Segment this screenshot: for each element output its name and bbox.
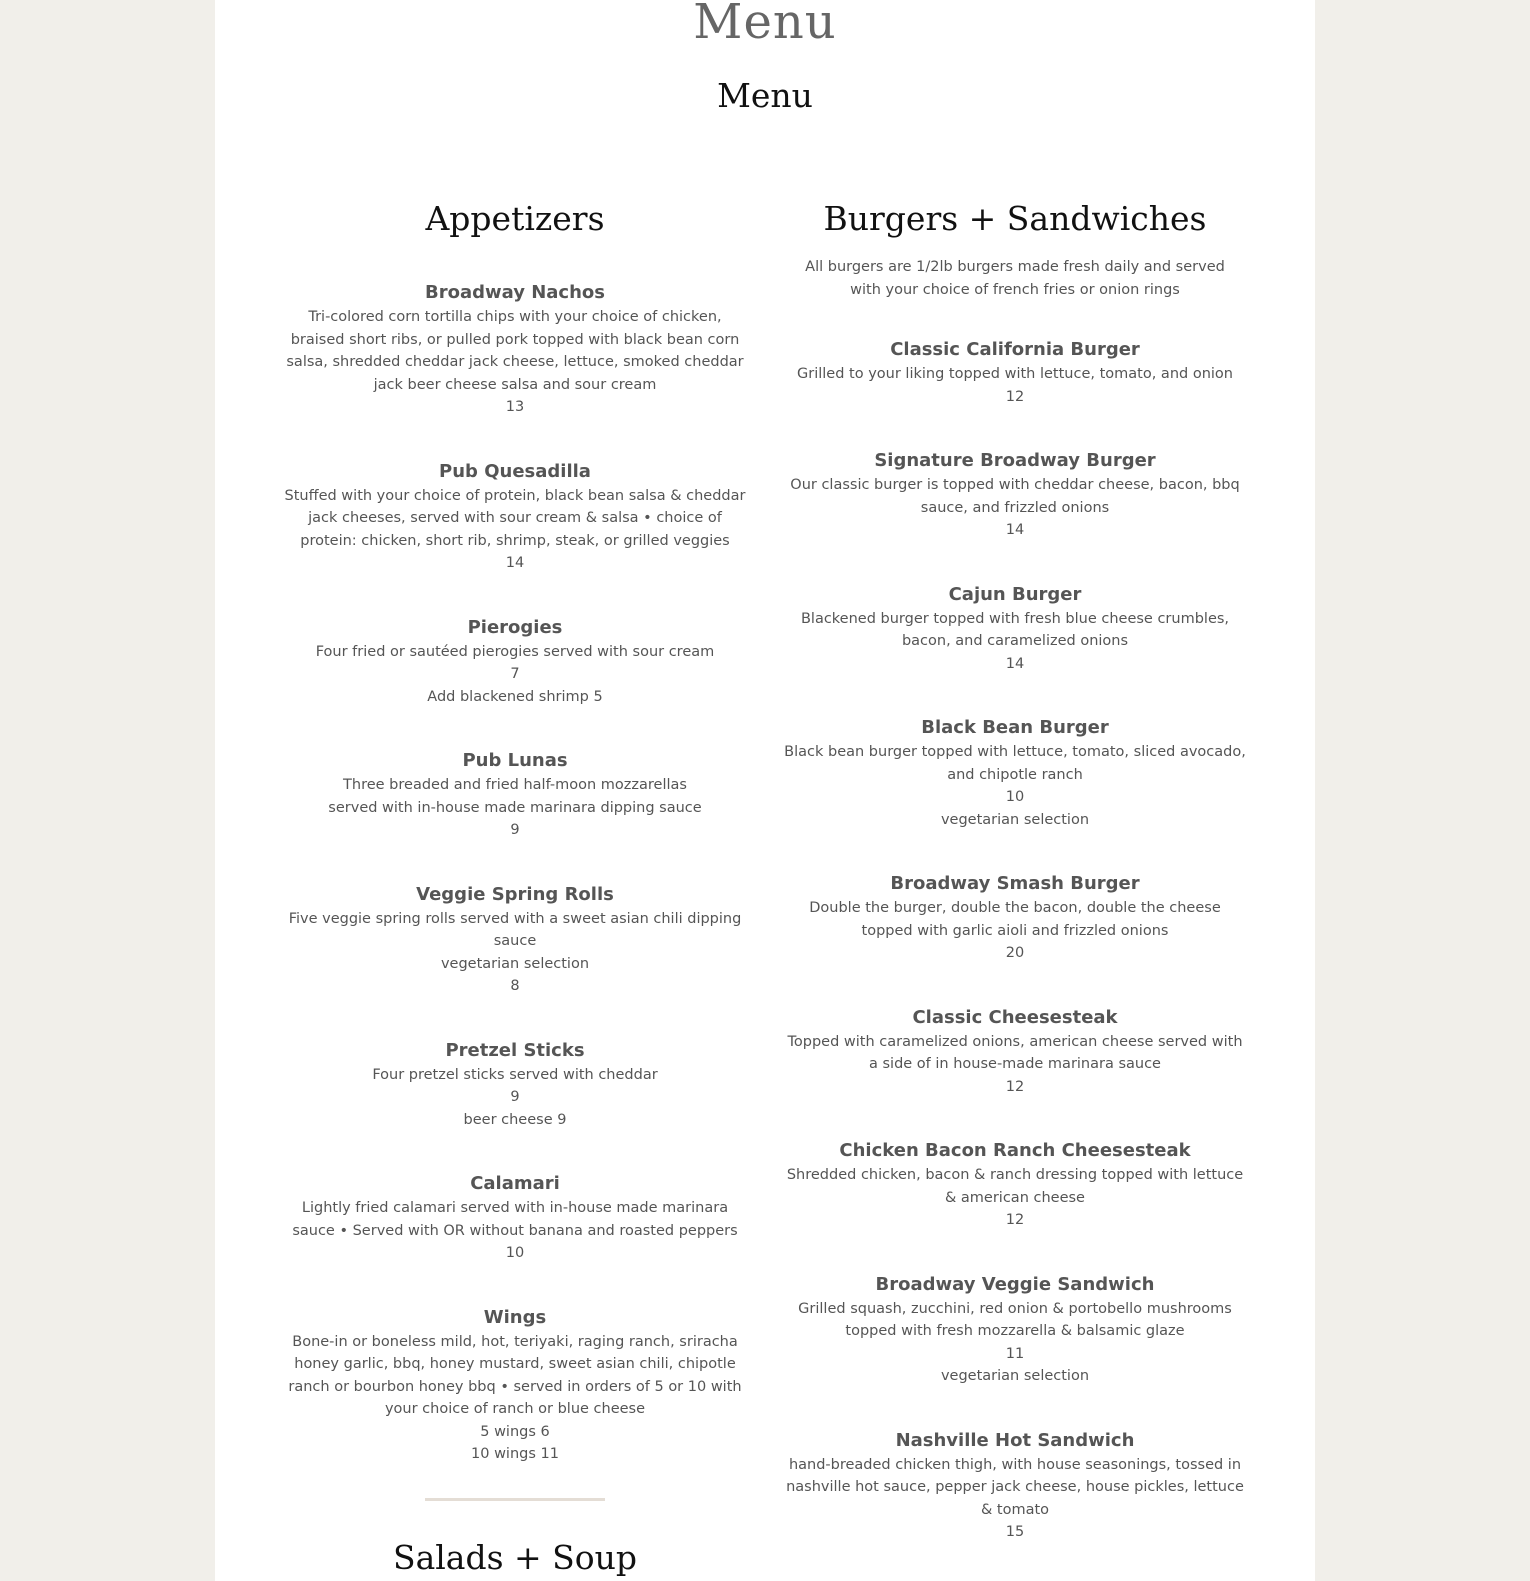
menu-item-line: 12: [1005, 388, 1025, 405]
menu-item-line: vegetarian selection: [440, 955, 590, 972]
menu-item-name: Pub Quesadilla: [439, 460, 591, 482]
menu-item: [280, 280, 750, 419]
menu-item: [280, 882, 750, 998]
menu-item-line: 15: [1005, 1524, 1025, 1540]
page-subtitle: Menu: [717, 76, 813, 115]
menu-item-line: Topped with caramelized onions, american cheese served with a side of in house-made marinara sauce: [787, 1033, 1243, 1072]
menu-item-name: Broadway Smash Burger: [890, 873, 1140, 894]
menu-item: [280, 1038, 750, 1132]
menu-item: [780, 1005, 1250, 1099]
menu-item: [780, 871, 1250, 965]
menu-item: [780, 337, 1250, 408]
menu-item-line: 10: [505, 1245, 525, 1261]
menu-item-line: 14: [1005, 655, 1025, 672]
menu-item-line: 14: [505, 555, 525, 571]
menu-item-line: Grilled squash, zucchini, red onion & portobello mushrooms topped with fresh mozzarella & balsamic glaze: [798, 1300, 1232, 1339]
menu-item-line: Bone-in or boneless mild, hot, teriyaki, raging ranch, sriracha honey garlic, bbq, honey mustard, sweet asian chili, chipotle ranch or bourbon honey bbq • served in orders of 5 or 10 with your choice of ranch or blue cheese: [288, 1333, 742, 1417]
menu-item-name: Classic Cheesesteak: [912, 1006, 1118, 1028]
menu-item-line: 8: [510, 978, 520, 994]
burgers-column: [780, 196, 1250, 1544]
menu-page: [215, 0, 1315, 1581]
menu-item: [280, 615, 750, 709]
appetizers-column: [280, 196, 750, 1581]
menu-item-line: Blackened burger topped with fresh blue cheese crumbles, bacon, and caramelized onions: [800, 610, 1230, 649]
menu-item-name: Chicken Bacon Ranch Cheesesteak: [839, 1140, 1191, 1161]
menu-item-line: Four pretzel sticks served with cheddar: [372, 1066, 658, 1083]
menu-item-line: 11: [1005, 1345, 1025, 1362]
appetizers-list: [280, 280, 750, 1466]
menu-item-line: Lightly fried calamari served with in-house made marinara sauce • Served with OR without banana and roasted peppers: [292, 1200, 738, 1239]
menu-item-line: vegetarian selection: [940, 1368, 1090, 1384]
menu-item-line: 12: [1005, 1212, 1025, 1228]
menu-item-line: hand-breaded chicken thigh, with house seasonings, tossed in nashville hot sauce, pepper jack cheese, house pickles, lettuce & tomato: [786, 1456, 1244, 1518]
menu-item-line: 9: [510, 1089, 520, 1105]
menu-item-line: 14: [1005, 522, 1025, 538]
salads-heading: Salads + Soup: [392, 1537, 638, 1577]
menu-item: [780, 448, 1250, 542]
menu-item-name: Veggie Spring Rolls: [416, 883, 614, 905]
burgers-note: All burgers are 1/2lb burgers made fresh daily and served with your choice of french fries or onion rings: [805, 259, 1225, 298]
menu-item-line: Add blackened shrimp 5: [427, 688, 603, 705]
burgers-list: [780, 337, 1250, 1544]
menu-item-name: Broadway Veggie Sandwich: [875, 1273, 1155, 1295]
menu-item-line: 5 wings 6: [480, 1423, 550, 1440]
menu-item-line: Our classic burger is topped with cheddar cheese, bacon, bbq sauce, and frizzled onions: [790, 477, 1240, 516]
menu-item-line: Double the burger, double the bacon, double the cheese topped with garlic aioli and frizzled onions: [809, 900, 1221, 939]
appetizers-heading: Appetizers: [425, 199, 605, 238]
menu-item: [280, 748, 750, 842]
menu-item-name: Cajun Burger: [948, 583, 1082, 605]
menu-item: [780, 582, 1250, 676]
menu-item-line: 20: [1005, 945, 1025, 961]
menu-item: [780, 715, 1250, 831]
menu-item-line: Four fried or sautéed pierogies served with sour cream: [315, 643, 715, 660]
menu-item: [280, 1171, 750, 1265]
menu-item-line: 12: [1005, 1078, 1025, 1095]
menu-item-line: 13: [505, 399, 525, 415]
menu-item-name: Nashville Hot Sandwich: [895, 1429, 1135, 1451]
menu-item-name: Signature Broadway Burger: [874, 450, 1156, 471]
menu-item-line: 7: [510, 666, 520, 682]
menu-item: [280, 459, 750, 575]
menu-item-line: Three breaded and fried half-moon mozzarellas: [343, 777, 687, 793]
menu-item-line: 10 wings 11: [471, 1446, 559, 1462]
menu-item-line: Grilled to your liking topped with lettuce, tomato, and onion: [797, 366, 1233, 382]
menu-item-line: Five veggie spring rolls served with a sweet asian chili dipping sauce: [288, 910, 742, 949]
menu-item-name: Wings: [483, 1306, 547, 1328]
menu-item-line: 10: [1005, 789, 1025, 805]
menu-item: [780, 1272, 1250, 1388]
menu-item-line: beer cheese 9: [463, 1111, 567, 1128]
menu-item-name: Broadway Nachos: [425, 282, 605, 303]
menu-item: [780, 1138, 1250, 1232]
section-divider: [425, 1498, 605, 1501]
menu-item-name: Pierogies: [467, 616, 563, 638]
menu-item-line: Black bean burger topped with lettuce, tomato, sliced avocado, and chipotle ranch: [784, 744, 1246, 783]
menu-item-line: 9: [510, 822, 520, 838]
menu-item-line: Stuffed with your choice of protein, black bean salsa & cheddar jack cheeses, served with sour cream & salsa • choice of protein: chicken, short rib, shrimp, steak, or grilled veggies: [284, 487, 746, 549]
menu-item-name: Classic California Burger: [890, 339, 1140, 360]
menu-item-line: Shredded chicken, bacon & ranch dressing topped with lettuce & american cheese: [786, 1167, 1244, 1206]
menu-item-name: Black Bean Burger: [921, 717, 1109, 738]
menu-item-name: Calamari: [470, 1173, 560, 1194]
menu-item-name: Pub Lunas: [462, 750, 568, 771]
burgers-heading: Burgers + Sandwiches: [823, 199, 1207, 238]
menu-item-line: Tri-colored corn tortilla chips with your choice of chicken, braised short ribs, or pulled pork topped with black bean corn salsa, shredded cheddar jack cheese, lettuce, smoked cheddar jack beer cheese salsa and sour cream: [286, 309, 744, 393]
menu-item-line: served with in-house made marinara dipping sauce: [328, 799, 702, 816]
menu-item-name: Pretzel Sticks: [445, 1039, 585, 1061]
menu-item: [780, 1428, 1250, 1544]
page-title: Menu: [693, 0, 837, 50]
menu-item: [280, 1305, 750, 1466]
menu-item-line: vegetarian selection: [940, 811, 1090, 828]
